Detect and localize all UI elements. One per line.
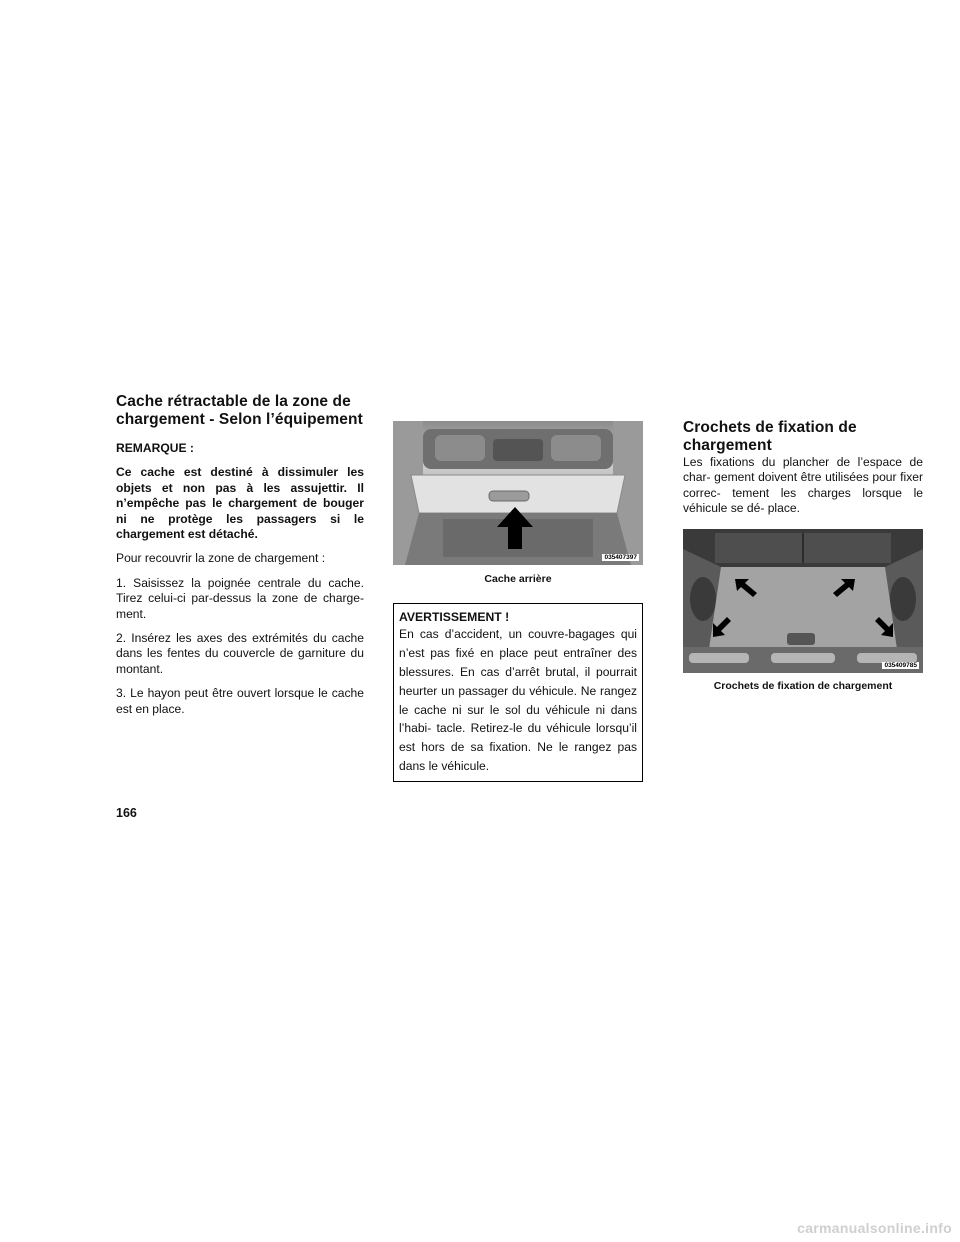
middle-column [393,421,643,782]
tie-down-illustration [683,529,923,673]
warning-text: En cas d’accident, un couvre-bagages qui n’est pas fixé en place peut entraîner des blessures. En cas d’arrêt brutal, il pourrait heurter un passager du véhicule. Ne rangez le cache ni sur le sol du véhicule ni dans l’habi- tacle. Retirez-le du véhicule lorsqu’il est hors de sa fixation. Ne le rangez pas dans le véhicule. [399,627,637,773]
right-column [683,419,923,694]
figure-code: 035407397 [604,554,637,561]
figure-caption-tie-down-hooks: Crochets de fixation de chargement [713,679,893,692]
tie-down-hooks-photo [683,529,923,673]
warning-title: AVERTISSEMENT ! [399,610,510,625]
warning-box [393,603,643,781]
watermark: carmanualsonline.info [797,1220,952,1236]
page-number: 166 [116,806,137,820]
section-heading-cargo-cover: Cache rétractable de la zone de chargement - Selon l’équipement [116,393,363,428]
figure-caption-rear-cover: Cache arrière [484,573,552,585]
step-1: 1. Saisissez la poignée centrale du cache. Tirez celui-ci par-dessus la zone de charge- ment. [116,575,364,621]
step-2: 2. Insérez les axes des extrémités du cache dans les fentes du couvercle de garniture du montant. [116,631,364,676]
note-label: REMARQUE : [116,441,194,455]
tie-down-text: Les fixations du plancher de l’espace de char- gement doivent être utilisées pour fixer correc- tement les charges lorsque le véhicule se dé- place. [683,455,923,516]
cargo-cover-illustration [393,421,643,565]
intro-text: Pour recouvrir la zone de chargement : [116,551,326,566]
left-column [116,393,364,717]
note-text: Ce cache est destiné à dissimuler les objets et non pas à les assujettir. Il n’empêche pas le chargement de bouger ni ne protège les passagers si le chargement est détaché. [116,465,364,542]
cargo-cover-photo [393,421,643,565]
figure-code: 035409785 [884,661,917,669]
step-3: 3. Le hayon peut être ouvert lorsque le cache est en place. [116,686,364,716]
section-heading-tie-down-hooks: Crochets de fixation de chargement [683,419,857,454]
